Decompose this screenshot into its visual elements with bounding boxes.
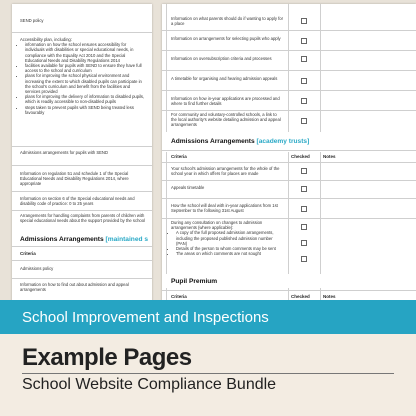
checkbox[interactable] <box>301 256 307 262</box>
title-divider <box>22 373 394 374</box>
pp-criteria-header: Criteria <box>171 294 187 299</box>
accessibility-bullet: • plans for improving the school physical environment and increasing the extent to which disabled pupils can participate in the school's curriculum and benefit from the facilities and services provided <box>25 73 145 94</box>
accessibility-bullet: • facilities available for pupils with SEND to ensure they have full access to the school and curriculum <box>25 63 145 73</box>
right-row-apply: Information on what parents should do if wanting to apply for a place <box>171 16 283 27</box>
right-row-selecting: Information on arrangements for selecting pupils who apply <box>171 36 281 41</box>
consultation-bullet: • The areas on which comments are not sought <box>176 251 283 256</box>
right-row-in-year: Information on how in-year applications are processed and where to find further details <box>171 96 280 107</box>
criteria-header: Criteria <box>171 154 187 159</box>
checkbox[interactable] <box>301 38 307 44</box>
product-title: Example Pages <box>22 344 192 371</box>
category-banner: School Improvement and Inspections <box>0 300 416 334</box>
checkbox[interactable] <box>301 168 307 174</box>
right-row-appeals: Appeals timetable <box>171 185 205 190</box>
left-row-find-out: Information on how to find out about admission and appeal arrangements <box>20 282 129 293</box>
accessibility-bullet: • plans for improving the delivery of information to disabled pupils, which is readily accessible to non-disabled pupils <box>25 94 145 104</box>
pp-checked-header: Checked <box>291 294 310 299</box>
right-row-oversubscription: Information on oversubscription criteria and processes <box>171 56 272 61</box>
checkbox[interactable] <box>301 240 307 246</box>
consultation-intro: During any consultation on changes to admission arrangements (where applicable): <box>171 220 263 231</box>
left-row-send-policy: SEND policy <box>20 18 44 23</box>
right-row-timetable: A timetable for organising and hearing admission appeals <box>171 76 278 81</box>
left-row-complaints: Arrangements for handling complaints from parents of children with special educational needs about the support provided by the school <box>20 213 146 224</box>
right-row-consultation <box>171 220 283 256</box>
accessibility-plan-label: Accessibility plan, including: <box>20 37 72 42</box>
left-row-section-6: Information on section 6 of the Special educational needs and disability code of practice: 0 to 25 years <box>20 196 135 207</box>
right-section-heading-academy: Admissions Arrangements [academy trusts] <box>171 138 310 145</box>
checkbox[interactable] <box>301 56 307 62</box>
accessibility-bullet: • steps taken to prevent pupils with SEND being treated less favourably <box>25 105 145 115</box>
pupil-premium-heading: Pupil Premium <box>171 278 218 285</box>
notes-header: Notes <box>323 154 336 159</box>
left-row-admissions-send: Admissions arrangements for pupils with SEND <box>20 150 108 155</box>
left-section-heading: Admissions Arrangements [maintained s <box>20 236 149 243</box>
checkbox[interactable] <box>301 224 307 230</box>
left-page <box>12 4 152 300</box>
accessibility-plan <box>20 37 145 115</box>
checkbox[interactable] <box>301 206 307 212</box>
right-row-offers: Your school's admission arrangements for the whole of the school year in which offers for places are made <box>171 166 280 177</box>
consultation-bullet: • A copy of the full proposed admission arrangements, including the proposed published admission number (PAN) <box>176 230 283 246</box>
left-row-admissions-policy: Admissions policy <box>20 266 54 271</box>
pp-notes-header: Notes <box>323 294 336 299</box>
accessibility-bullet: • information on how the school ensures accessibility for individuals with disabilities or special educational needs, in compliance with the Equality Act 2010 and the Special Educational Needs and Disability Regulations 2014 <box>25 42 145 63</box>
consultation-bullet: • Details of the person to whom comments may be sent <box>176 246 283 251</box>
checkbox[interactable] <box>301 18 307 24</box>
left-row-regulation-51: Information on regulation 51 and schedule 1 of the Special Educational Needs and Disability Regulations 2014, where appropriate <box>20 171 129 187</box>
left-criteria-header: Criteria <box>20 251 36 256</box>
checkbox[interactable] <box>301 186 307 192</box>
right-row-in-year-sept: How the school will deal with in-year applications from 1st September to the following 31st August <box>171 203 278 214</box>
checkbox[interactable] <box>301 78 307 84</box>
checkbox[interactable] <box>301 98 307 104</box>
right-row-community: For community and voluntary-controlled schools, a link to the local authority's website detailing admission and appeal arrangements <box>171 112 281 128</box>
checked-header: Checked <box>291 154 310 159</box>
checkbox[interactable] <box>301 118 307 124</box>
right-page <box>162 4 416 300</box>
product-subtitle: School Website Compliance Bundle <box>22 376 277 393</box>
